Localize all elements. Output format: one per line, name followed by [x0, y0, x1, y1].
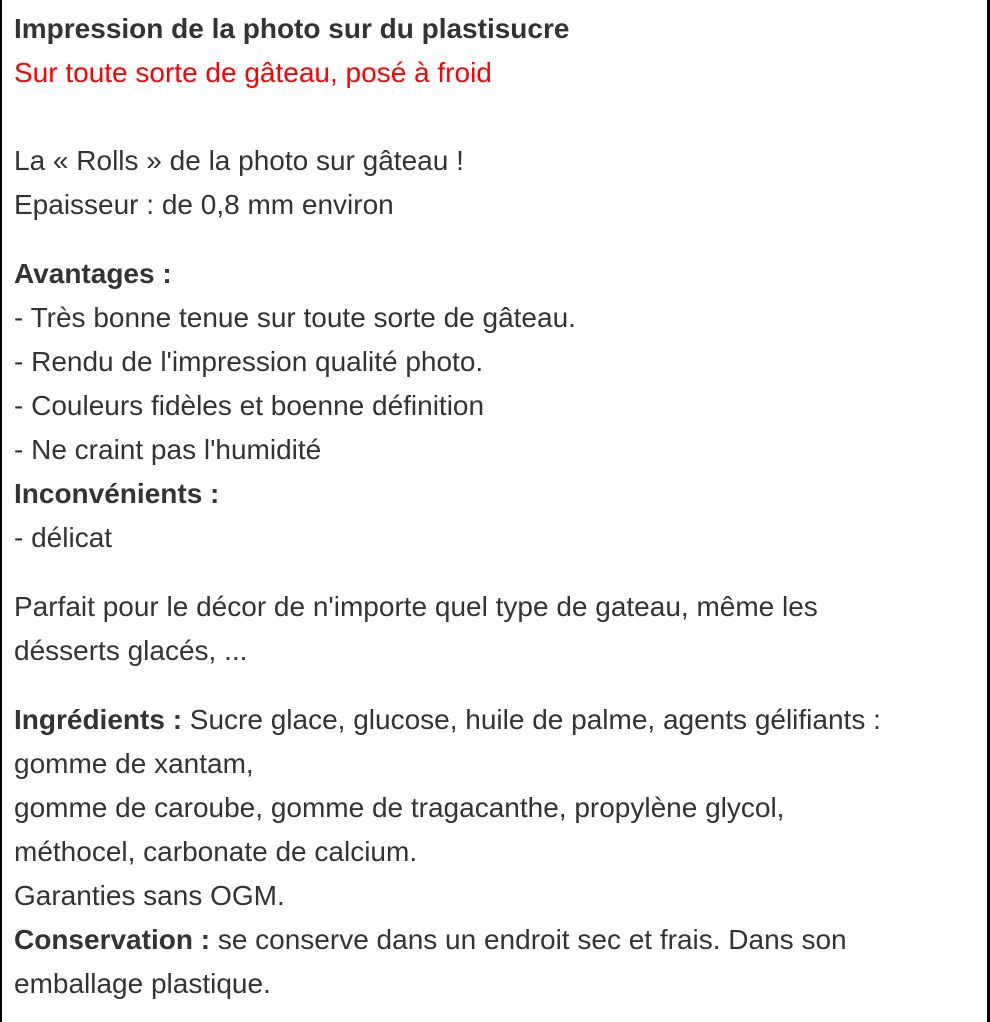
text-segment: gomme de xantam,: [14, 748, 254, 779]
text-line: [14, 874, 969, 918]
paragraph-2: [14, 585, 969, 673]
text-segment: méthocel, carbonate de calcium.: [14, 836, 418, 867]
text-segment: - délicat: [14, 522, 113, 553]
text-line: [14, 830, 969, 874]
paragraph-3: [14, 698, 969, 1006]
text-line: [14, 296, 969, 340]
text-segment: Epaisseur : de 0,8 mm environ: [14, 189, 394, 220]
text-segment: Sucre glace, glucose, huile de palme, agents gélifiants :: [189, 704, 881, 735]
heading-text-segment: Inconvénients :: [14, 478, 220, 509]
text-line: [14, 139, 969, 183]
heading-text-segment: Impression de la photo sur du plastisucre: [14, 13, 570, 44]
text-segment: désserts glacés, ...: [14, 635, 248, 666]
text-line: [14, 340, 969, 384]
text-segment: emballage plastique.: [14, 968, 271, 999]
text-line: [14, 252, 969, 296]
text-segment: se conserve dans un endroit sec et frais. Dans son: [217, 924, 847, 955]
document-body: [14, 7, 969, 1006]
text-segment: - Très bonne tenue sur toute sorte de gâteau.: [14, 302, 576, 333]
heading-text-segment: Avantages :: [14, 258, 172, 289]
text-line: [14, 918, 969, 962]
text-line: [14, 183, 969, 227]
text-line: [14, 585, 969, 629]
text-line: [14, 516, 969, 560]
text-line: [14, 698, 969, 742]
text-line: [14, 962, 969, 1006]
text-segment: gomme de caroube, gomme de tragacanthe, propylène glycol,: [14, 792, 785, 823]
paragraph-1: [14, 252, 969, 560]
red-text-segment: Sur toute sorte de gâteau, posé à froid: [14, 57, 492, 88]
text-line: [14, 384, 969, 428]
paragraph-0: [14, 7, 969, 227]
text-line: [14, 51, 969, 95]
heading-text-segment: Conservation :: [14, 924, 218, 955]
text-line: [14, 7, 969, 51]
text-line: [14, 742, 969, 786]
text-segment: - Rendu de l'impression qualité photo.: [14, 346, 484, 377]
text-line: [14, 786, 969, 830]
text-segment: - Ne craint pas l'humidité: [14, 434, 322, 465]
heading-text-segment: Ingrédients :: [14, 704, 190, 735]
text-line: [14, 472, 969, 516]
text-segment: Parfait pour le décor de n'importe quel type de gateau, même les: [14, 591, 818, 622]
text-line: [14, 629, 969, 673]
text-segment: La « Rolls » de la photo sur gâteau !: [14, 145, 464, 176]
text-line: [14, 428, 969, 472]
text-segment: - Couleurs fidèles et boenne définition: [14, 390, 485, 421]
text-segment: Garanties sans OGM.: [14, 880, 285, 911]
blank-line: [14, 95, 969, 139]
